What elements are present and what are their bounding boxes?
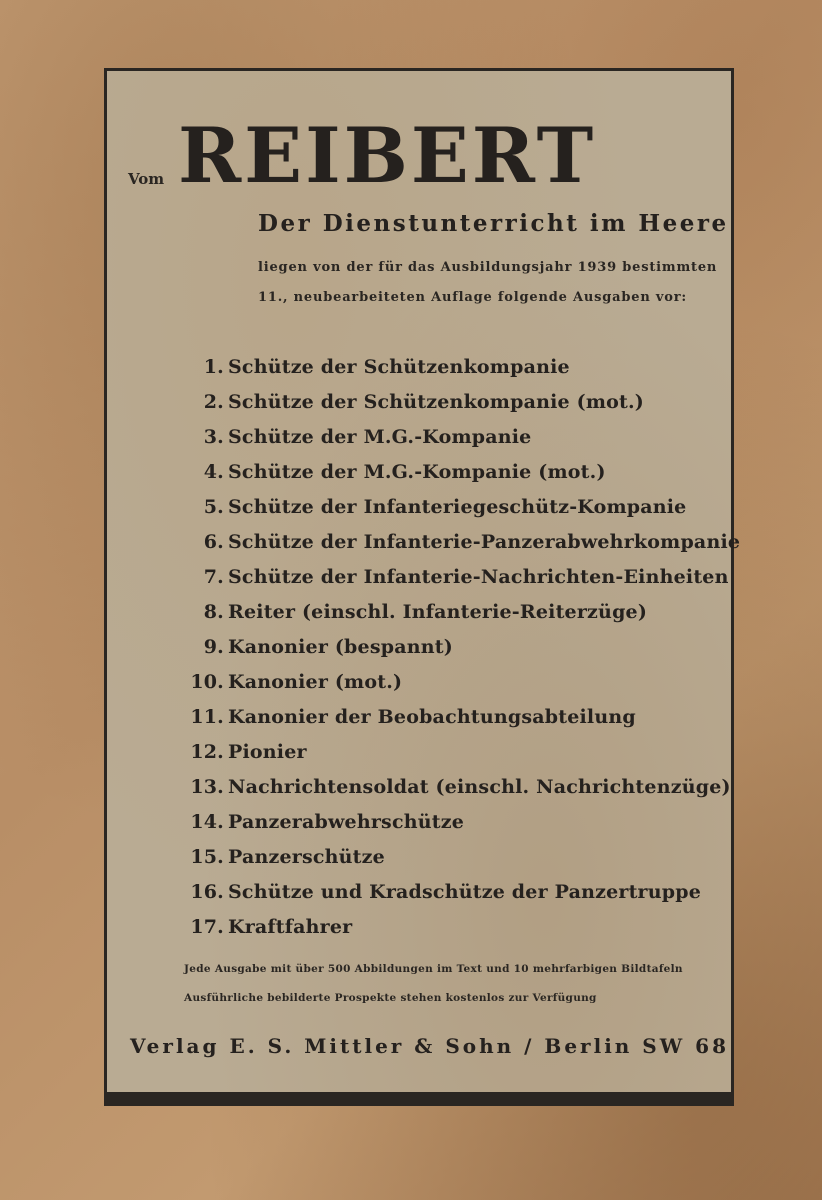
- edition-number: 15.: [190, 846, 224, 868]
- edition-number: 5.: [203, 496, 224, 518]
- illustrations-note: Jede Ausgabe mit über 500 Abbildungen im Text und 10 mehrfarbigen Bildtafeln: [184, 963, 683, 975]
- list-item: [182, 875, 740, 910]
- list-item: [182, 490, 740, 525]
- list-item: [182, 770, 740, 805]
- editions-list: [182, 350, 740, 945]
- edition-title: Kanonier der Beobachtungsabteilung: [228, 706, 636, 728]
- list-item: [182, 560, 740, 595]
- edition-title: Schütze der Infanterie-Panzerabwehrkompanie: [228, 531, 741, 553]
- bottom-rule: [104, 1092, 734, 1106]
- edition-number: 17.: [190, 916, 224, 938]
- edition-title: Schütze und Kradschütze der Panzertruppe: [228, 881, 702, 903]
- title-prefix: Vom: [128, 170, 165, 188]
- list-item: [182, 350, 740, 385]
- edition-title: Schütze der M.G.-Kompanie (mot.): [228, 461, 606, 483]
- edition-number: 1.: [203, 356, 224, 378]
- book-title: REIBERT: [178, 111, 597, 200]
- publisher-line: Verlag E. S. Mittler & Sohn / Berlin SW 68: [130, 1034, 729, 1058]
- edition-title: Schütze der M.G.-Kompanie: [228, 426, 532, 448]
- edition-title: Schütze der Schützenkompanie (mot.): [228, 391, 644, 413]
- edition-number: 12.: [190, 741, 224, 763]
- edition-title: Schütze der Infanterie-Nachrichten-Einheiten: [228, 566, 729, 588]
- intro-line-2: 11., neubearbeiteten Auflage folgende Ausgaben vor:: [258, 290, 687, 305]
- list-item: [182, 525, 740, 560]
- edition-number: 7.: [203, 566, 224, 588]
- edition-number: 9.: [203, 636, 224, 658]
- edition-number: 8.: [203, 601, 224, 623]
- intro-line-1: liegen von der für das Ausbildungsjahr 1939 bestimmten: [258, 260, 718, 275]
- edition-number: 11.: [190, 706, 224, 728]
- edition-title: Kanonier (bespannt): [228, 636, 453, 658]
- list-item: [182, 420, 740, 455]
- edition-number: 4.: [203, 461, 224, 483]
- edition-number: 6.: [203, 531, 224, 553]
- edition-title: Reiter (einschl. Infanterie-Reiterzüge): [228, 601, 648, 623]
- list-item: [182, 805, 740, 840]
- edition-title: Schütze der Schützenkompanie: [228, 356, 570, 378]
- list-item: [182, 840, 740, 875]
- list-item: [182, 595, 740, 630]
- list-item: [182, 455, 740, 490]
- edition-title: Schütze der Infanteriegeschütz-Kompanie: [228, 496, 687, 518]
- edition-title: Pionier: [228, 741, 307, 763]
- list-item: [182, 735, 740, 770]
- edition-number: 3.: [203, 426, 224, 448]
- edition-number: 10.: [190, 671, 224, 693]
- list-item: [182, 910, 740, 945]
- list-item: [182, 630, 740, 665]
- list-item: [182, 665, 740, 700]
- book-subtitle: Der Dienstunterricht im Heere: [258, 210, 729, 237]
- edition-title: Panzerschütze: [228, 846, 385, 868]
- list-item: [182, 700, 740, 735]
- edition-number: 14.: [190, 811, 224, 833]
- edition-number: 16.: [190, 881, 224, 903]
- edition-title: Kraftfahrer: [228, 916, 353, 938]
- edition-number: 2.: [203, 391, 224, 413]
- edition-title: Panzerabwehrschütze: [228, 811, 465, 833]
- edition-title: Kanonier (mot.): [228, 671, 403, 693]
- edition-title: Nachrichtensoldat (einschl. Nachrichtenzüge): [228, 776, 731, 798]
- edition-number: 13.: [190, 776, 224, 798]
- list-item: [182, 385, 740, 420]
- prospectus-note: Ausführliche bebilderte Prospekte stehen kostenlos zur Verfügung: [184, 992, 597, 1004]
